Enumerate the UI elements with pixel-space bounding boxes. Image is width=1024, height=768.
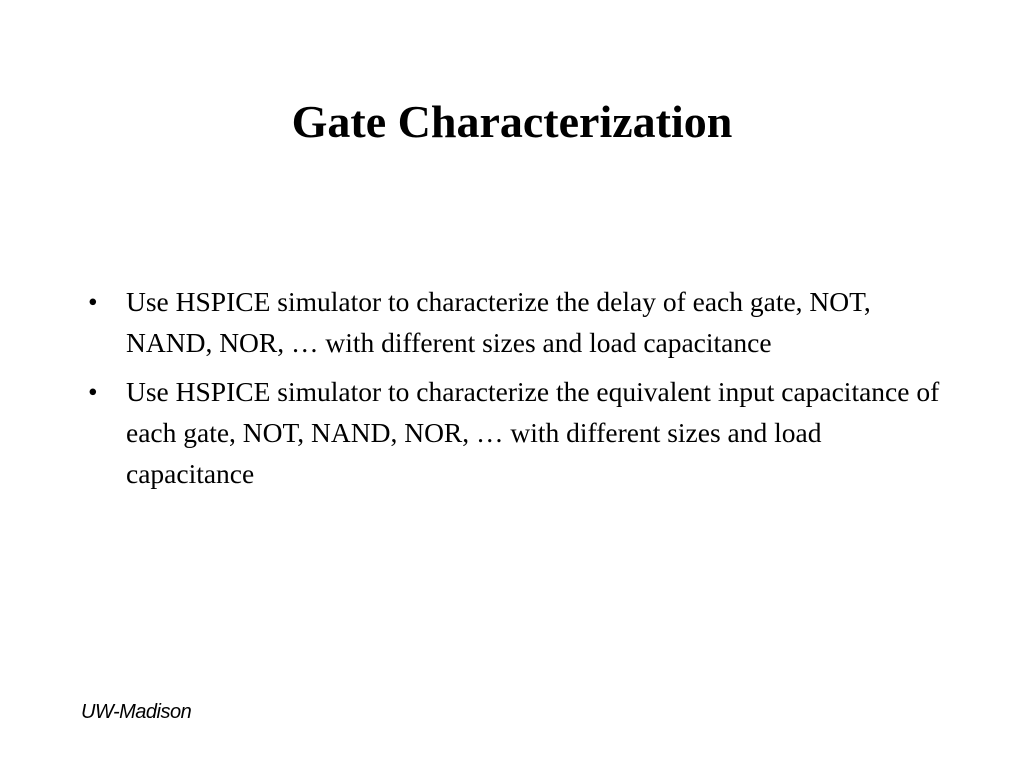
- bullet-list: [83, 281, 943, 502]
- bullet-item: [83, 371, 943, 494]
- footer-institution-label: UW-Madison: [81, 701, 192, 723]
- bullet-text: Use HSPICE simulator to characterize the delay of each gate, NOT, NAND, NOR, … with different sizes and load capacitance: [126, 286, 871, 358]
- bullet-item: [83, 281, 943, 363]
- bullet-marker: •: [88, 286, 98, 317]
- slide-title: Gate Characterization: [291, 96, 733, 147]
- bullet-text: Use HSPICE simulator to characterize the equivalent input capacitance of each gate, NOT, NAND, NOR, … with different sizes and load capacitance: [126, 376, 940, 489]
- bullet-marker: •: [88, 376, 98, 407]
